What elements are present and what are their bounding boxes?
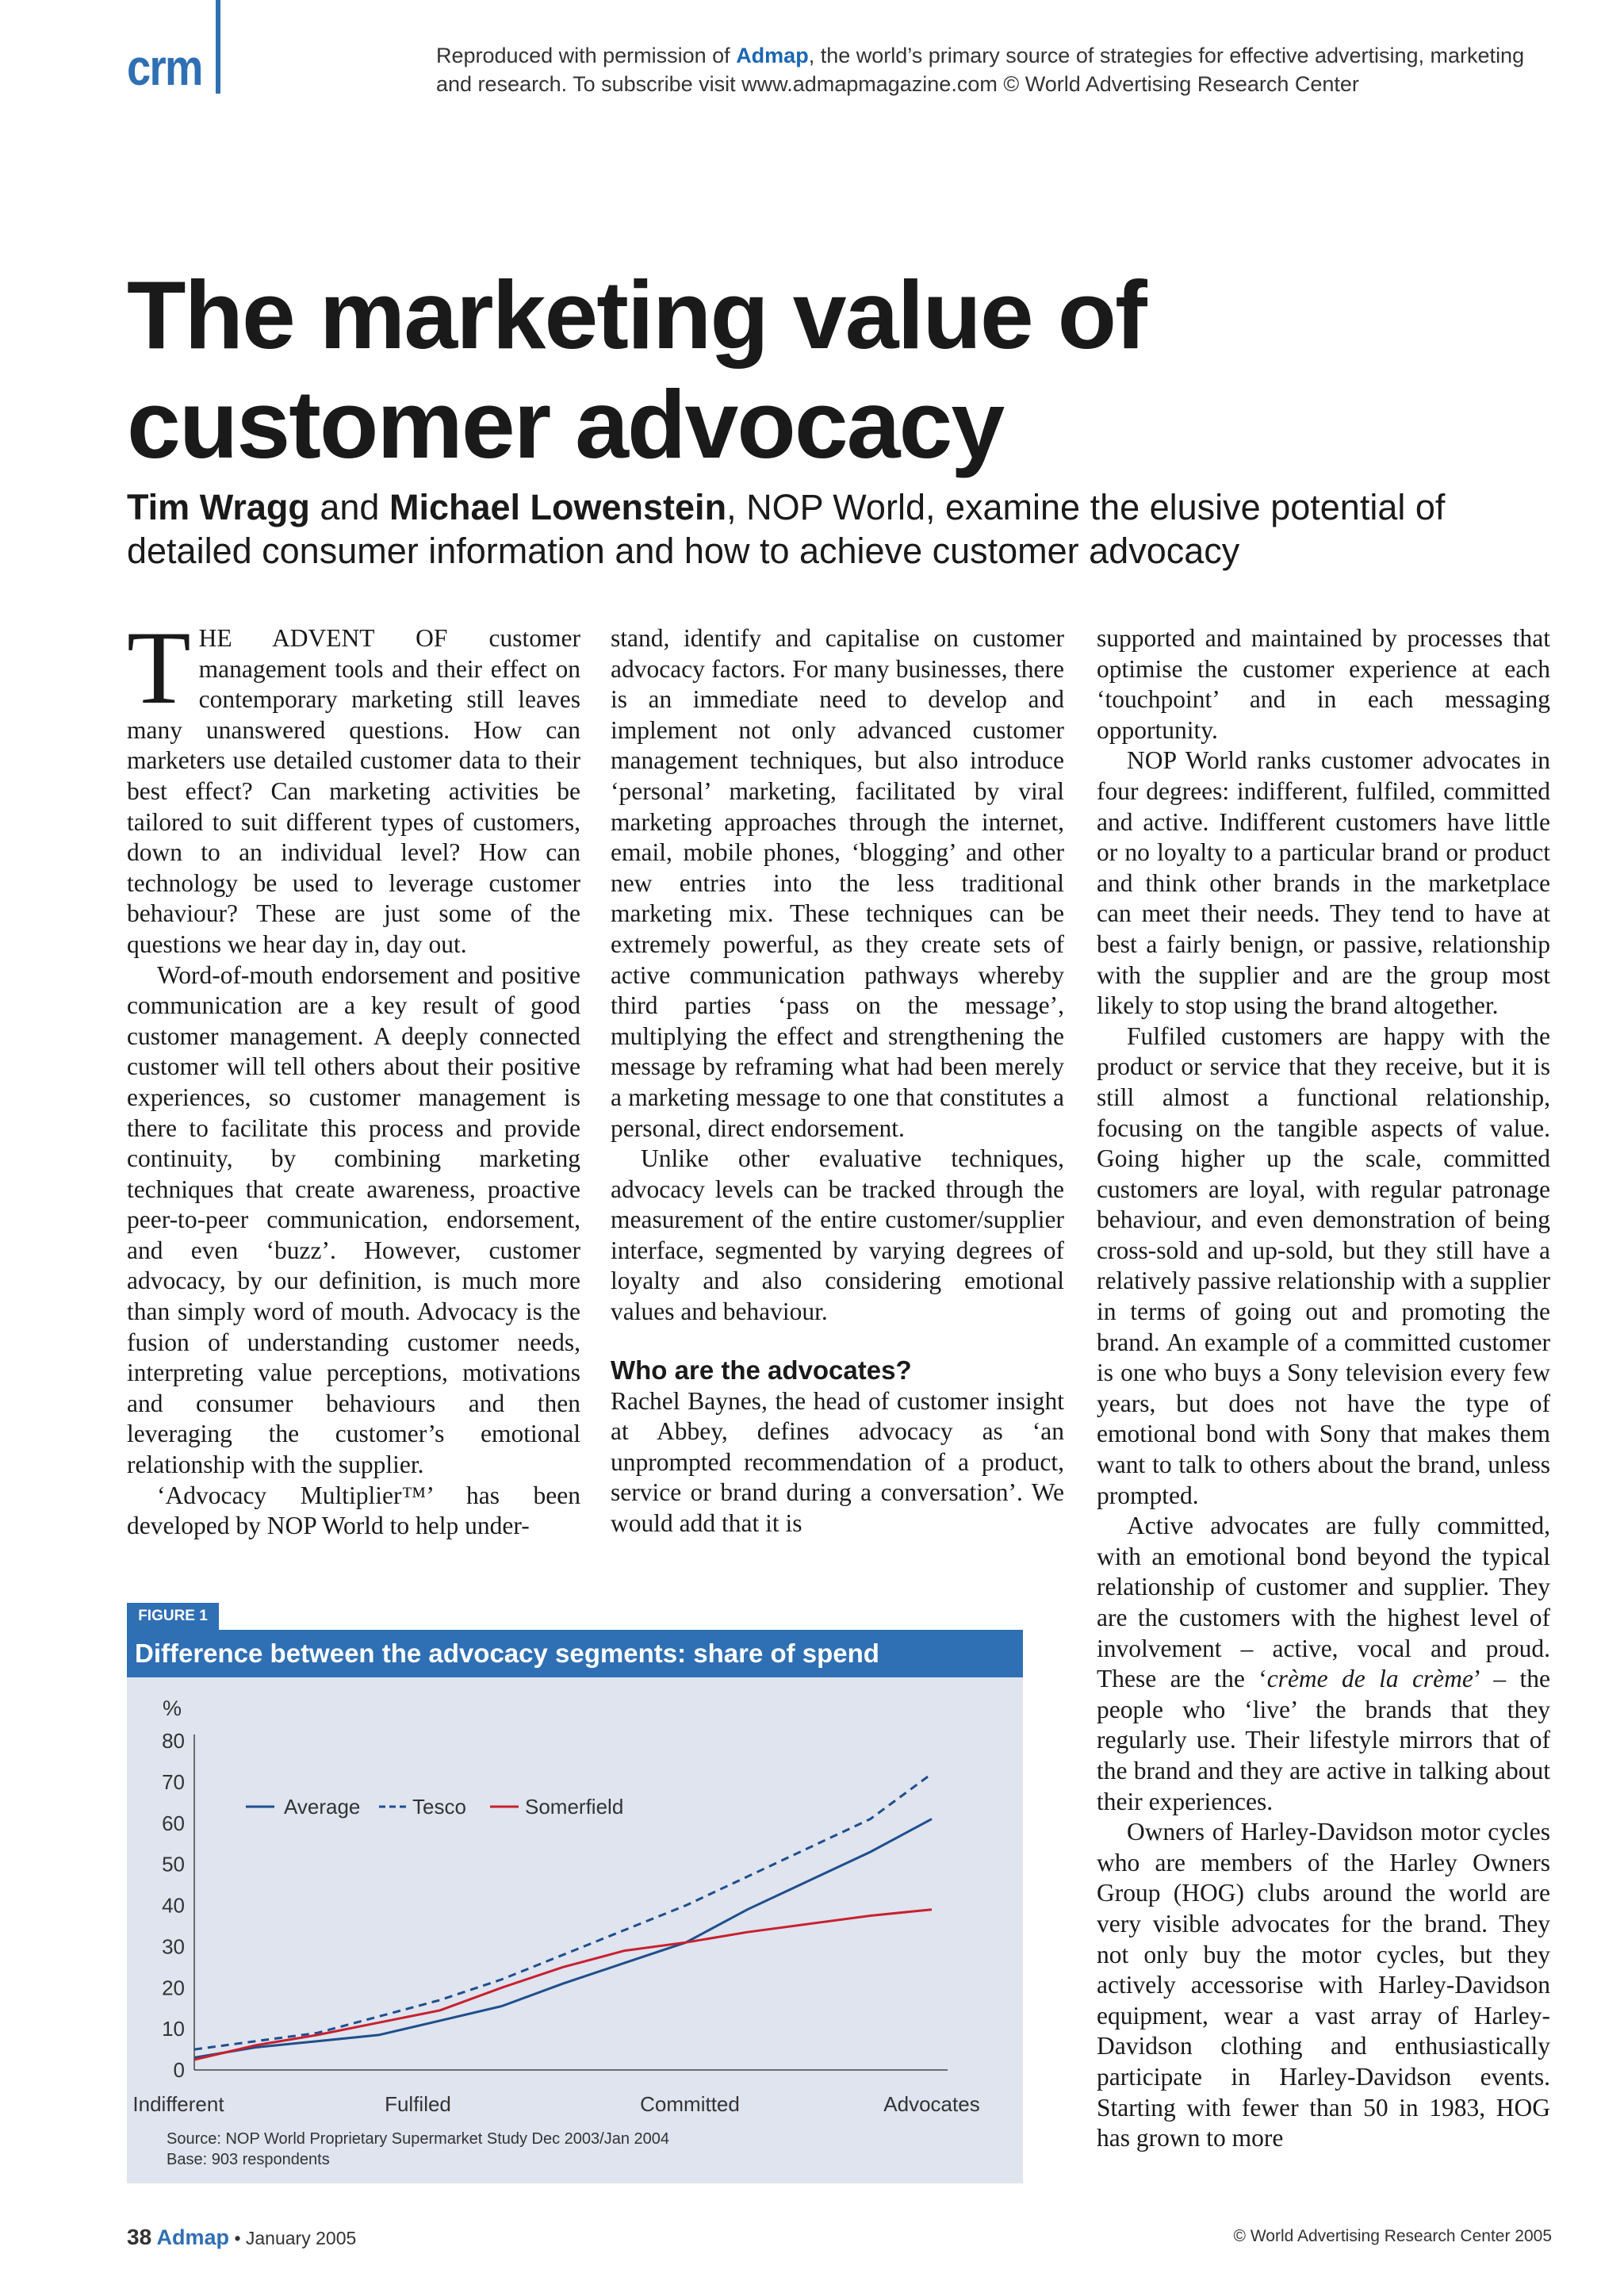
body-column-2	[611, 623, 1064, 1539]
paragraph: Word-of-mouth endorsement and positive communication are a key result of good customer management. A deeply connected customer will tell others about their positive experiences, so customer management is there to facilitate this process and provide continuity, by combining marketing techniques that create awareness, proactive peer-to-peer communication, endorsement, and even ‘buzz’. However, customer advocacy, by our definition, is much more than simply word of mouth. Advocacy is the fusion of understanding customer needs, interpreting value perceptions, motivations and consumer behaviours and then leveraging the customer’s emotional relationship with the supplier.	[127, 960, 580, 1479]
article-standfirst	[127, 485, 1570, 573]
footer-left	[127, 2225, 356, 2250]
standfirst-and: and	[309, 487, 389, 527]
y-axis-unit: %	[163, 1696, 182, 1720]
paragraph: stand, identify and capitalise on customer advocacy factors. For many businesses, there is an immediate need to develop and implement not only advanced customer management techniques, but also introduce ‘personal’ marketing, facilitated by viral marketing approaches through the internet, email, mobile phones, ‘blogging’ and other new entries into the less traditional marketing mix. These techniques can be extremely powerful, as they create sets of active communication pathways whereby third parties ‘pass on the message’, multiplying the effect and strengthening the message by reframing what had been merely a marketing message to one that constitutes a personal, direct endorsement.	[611, 624, 1064, 1142]
paragraph: Unlike other evaluative techniques, advocacy levels can be tracked through the measurement of the entire customer/supplier interface, segmented by varying degrees of loyalty and also considering emotional values and behaviour.	[611, 1144, 1064, 1326]
page-number: 38	[127, 2225, 152, 2249]
paragraph: supported and maintained by processes that optimise the customer experience at each ‘touchpoint’ and in each messaging opportunity.	[1097, 624, 1550, 744]
paragraph: Fulfiled customers are happy with the product or service that they receive, but it is still almost a functional relationship, focusing on the tangible aspects of value. Going higher up the scale, committed customers are loyal, with regular patronage behaviour, and even demonstration of being cross-sold and up-sold, but they still have a relatively passive relationship with a supplier in terms of going out and promoting the brand. An example of a committed customer is one who buys a Sony television every few years, but does not have the type of emotional bond with Sony that makes them want to talk to others about the brand, unless prompted.	[1097, 1022, 1550, 1509]
paragraph	[127, 609, 580, 960]
y-tick-label: 10	[162, 2017, 185, 2041]
lead-in: HE ADVENT OF	[198, 624, 448, 652]
share-of-spend-chart	[127, 1677, 1023, 2183]
source-line: Source: NOP World Proprietary Supermarket Study Dec 2003/Jan 2004	[167, 2130, 670, 2148]
y-tick-label: 20	[162, 1976, 185, 2000]
author-1: Tim Wragg	[127, 487, 310, 527]
y-tick-label: 80	[162, 1729, 185, 1753]
body-column-1	[127, 609, 580, 1542]
x-tick-label: Indifferent	[132, 2092, 224, 2116]
crm-logo: crm	[127, 39, 202, 96]
author-2: Michael Lowenstein	[389, 487, 727, 527]
italic-phrase: crème de la crème	[1266, 1665, 1473, 1693]
figure-label: FIGURE 1	[127, 1603, 219, 1630]
paragraph-text: ’ – the people who ‘live’ the brands that they regularly use. Their lifestyle mirrors that of the brand and they are active in talking about their experiences.	[1097, 1665, 1550, 1815]
legend-label-average: Average	[284, 1795, 361, 1819]
legend-label-somerfield: Somerfield	[525, 1795, 624, 1819]
section-heading: Who are the advocates?	[611, 1355, 912, 1385]
paragraph: NOP World ranks customer advocates in four degrees: indifferent, fulfiled, committed and active. Indifferent customers have little or no loyalty to a particular brand or product and think other brands in the marketplace can meet their needs. They tend to have at best a fairly benign, or passive, relationship with the supplier and are the group most likely to stop using the brand altogether.	[1097, 746, 1550, 1020]
base-line: Base: 903 respondents	[167, 2151, 330, 2168]
article-title: The marketing value of customer advocacy	[127, 261, 1146, 478]
figure-source	[167, 2129, 669, 2170]
repro-pre: Reproduced with permission of	[436, 44, 737, 67]
y-tick-label: 0	[173, 2058, 185, 2082]
figure-title: Difference between the advocacy segments: share of spend	[127, 1630, 1023, 1677]
footer-brand: Admap	[156, 2225, 230, 2249]
paragraph: Owners of Harley-Davidson motor cycles who are members of the Harley Owners Group (HOG) clubs around the world are very visible advocates for the brand. They not only buy the motor cycles, but they actively accessorise with Harley-Davidson equipment, wear a vast array of Harley-Davidson clothing and enthusiastically participate in Harley-Davidson events. Starting with fewer than 50 in 1983, HOG has grown to more	[1097, 1818, 1550, 2152]
series-line-average	[194, 1819, 932, 2058]
x-tick-label: Committed	[640, 2092, 740, 2116]
paragraph: Rachel Baynes, the head of customer insight at Abbey, defines advocacy as ‘an unprompted recommendation of a product, service or brand during a conversation’. We would add that it is	[611, 1386, 1064, 1538]
x-tick-label: Fulfiled	[385, 2092, 451, 2116]
paragraph-text: Active advocates are fully committed, with an emotional bond beyond the typical relationship of customer and supplier. They are the customers with the highest level of involvement – active, vocal and proud. These are the ‘	[1097, 1512, 1550, 1693]
y-tick-label: 60	[162, 1811, 185, 1835]
x-tick-label: Advocates	[883, 2092, 980, 2116]
standfirst-rest: , NOP World, examine the elusive potential of detailed consumer information and how to achieve customer advocacy	[127, 487, 1446, 571]
y-tick-label: 70	[162, 1769, 185, 1794]
y-tick-label: 50	[162, 1852, 185, 1876]
header-rule	[216, 0, 220, 94]
paragraph: ‘Advocacy Multiplier™’ has been developed by NOP World to help under-	[127, 1481, 580, 1540]
reproduction-notice	[436, 41, 1546, 98]
body-column-3	[1097, 623, 1550, 2154]
y-tick-label: 40	[162, 1893, 185, 1918]
repro-post: , the world’s primary source of strategies for effective advertising, marketing and research. To subscribe visit www.admapmagazine.com © World Advertising Research Center	[436, 44, 1525, 96]
footer-date: • January 2005	[229, 2228, 357, 2248]
legend-label-tesco: Tesco	[412, 1795, 466, 1819]
y-tick-label: 30	[162, 1934, 185, 1959]
paragraph-text: customer management tools and their effect on contemporary marketing still leaves many unanswered questions. How can marketers use detailed customer data to their best effect? Can marketing activities be tailored to suit different types of customers, down to an individual level? How can technology be used to leverage customer behaviour? These are just some of the questions we hear day in, day out.	[127, 624, 580, 958]
paragraph	[1097, 1511, 1550, 1817]
footer-copyright: © World Advertising Research Center 2005	[1233, 2227, 1552, 2245]
repro-admap: Admap	[736, 44, 809, 67]
drop-cap: T	[127, 609, 191, 726]
